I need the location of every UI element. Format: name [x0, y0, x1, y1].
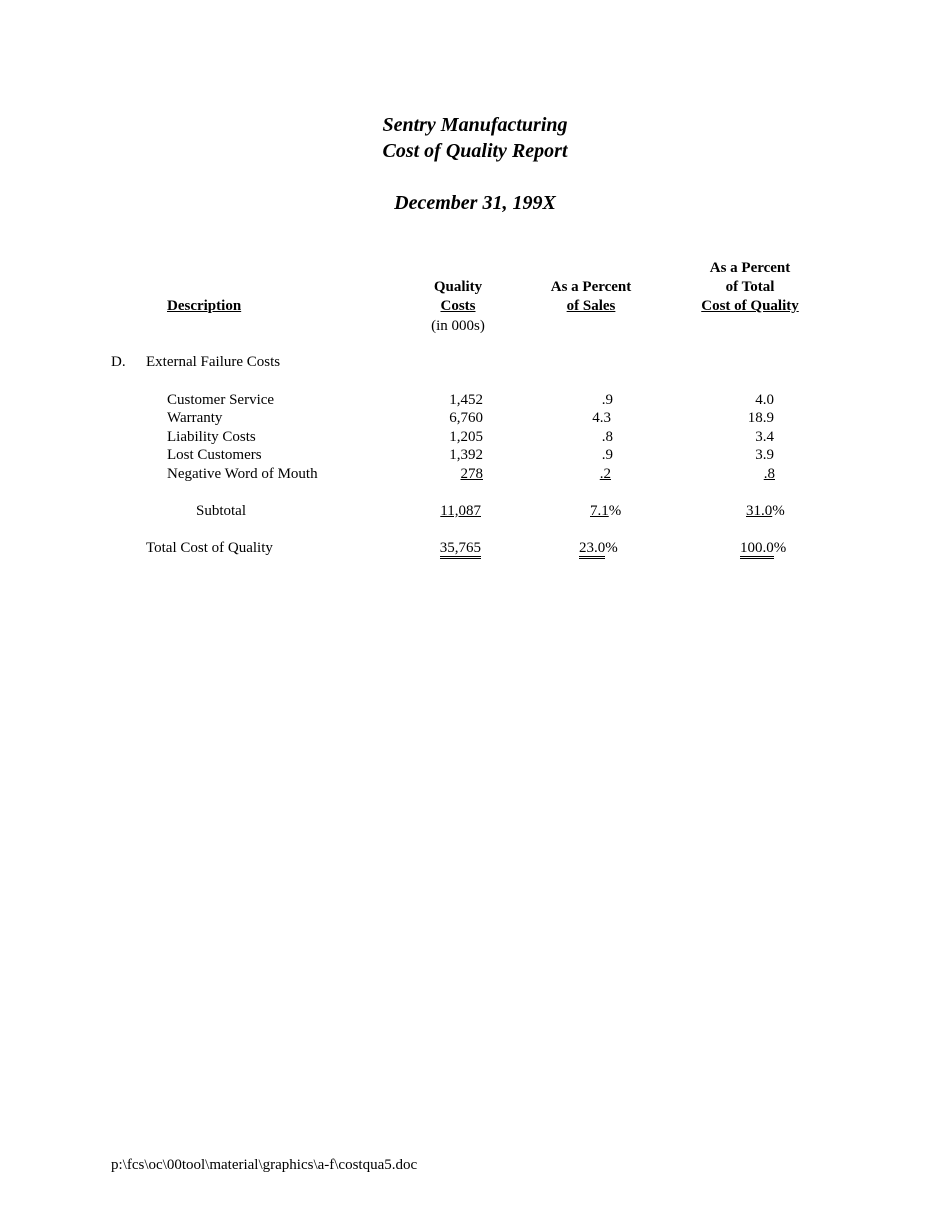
row-pct-sales: .2	[599, 466, 611, 482]
header-pct-sales-line2	[540, 297, 642, 316]
subtotal-cost: 11,087	[440, 503, 481, 519]
row-pct-sales: .9	[601, 447, 613, 463]
subtotal-pct-sales-sign: %	[608, 503, 622, 519]
row-pct-total: 18.9	[747, 410, 774, 426]
subtotal-pct-sales-wrap	[587, 503, 621, 520]
row-pct-sales: .8	[601, 429, 613, 445]
row-pct-total: .8	[763, 466, 775, 482]
header-pct-total-line2: of Total	[725, 279, 775, 295]
row-cost: 1,452	[449, 392, 483, 408]
subtotal-cost-wrap	[400, 503, 481, 520]
subtotal-pct-total: 31.0	[746, 503, 773, 519]
row-pct-total: 3.9	[755, 447, 774, 463]
subtotal-pct-total-wrap	[746, 503, 785, 520]
row-pct-total: 3.4	[755, 429, 774, 445]
header-pct-sales-line2-text: of Sales	[566, 298, 616, 314]
total-cost-wrap	[400, 540, 481, 559]
subtotal-pct-total-sign: %	[772, 503, 785, 519]
total-pct-sales-wrap	[579, 540, 618, 559]
row-cost: 1,205	[449, 429, 483, 445]
section-name: External Failure Costs	[146, 354, 281, 370]
total-pct-total-wrap	[740, 540, 786, 559]
row-label: Negative Word of Mouth	[167, 466, 318, 482]
row-label: Warranty	[167, 410, 223, 426]
section-letter: D.	[111, 354, 126, 370]
header-description-label: Description	[167, 298, 242, 314]
total-pct-sales: 23.0	[579, 541, 605, 559]
total-pct-sales-sign: %	[605, 540, 618, 556]
subtotal-pct-sales: 7.1	[590, 503, 609, 519]
company-name: Sentry Manufacturing	[382, 114, 568, 136]
header-quality-costs-line1: Quality	[433, 279, 483, 295]
row-pct-sales: .9	[601, 392, 613, 408]
header-pct-sales-line1: As a Percent	[550, 279, 632, 295]
header-quality-costs	[418, 278, 498, 316]
header-quality-costs-line2	[418, 297, 498, 316]
total-pct-total: 100.0	[740, 541, 774, 559]
row-pct-sales: 4.3	[592, 410, 611, 426]
total-pct-total-sign: %	[773, 540, 787, 556]
row-label: Liability Costs	[167, 429, 256, 445]
total-label: Total Cost of Quality	[146, 540, 273, 556]
footer-file-path: p:\fcs\oc\00tool\material\graphics\a-f\costqua5.doc	[111, 1157, 418, 1173]
header-pct-sales	[540, 278, 642, 316]
row-pct-total: 4.0	[755, 392, 774, 408]
header-quality-costs-unit: (in 000s)	[431, 318, 485, 334]
subtotal-label: Subtotal	[196, 503, 247, 519]
total-cost: 35,765	[440, 541, 481, 559]
report-title: Cost of Quality Report	[382, 140, 568, 162]
report-date: December 31, 199X	[394, 192, 556, 214]
header-pct-total-line3: Cost of Quality	[701, 298, 799, 314]
row-label: Customer Service	[167, 392, 275, 408]
row-cost: 6,760	[449, 410, 483, 426]
header-pct-total-line1: As a Percent	[709, 260, 791, 276]
header-description	[167, 297, 241, 316]
row-cost: 1,392	[449, 447, 483, 463]
row-cost: 278	[460, 466, 483, 482]
header-quality-costs-line2-text: Costs	[440, 298, 476, 314]
row-label: Lost Customers	[167, 447, 262, 463]
header-pct-total	[690, 259, 810, 316]
